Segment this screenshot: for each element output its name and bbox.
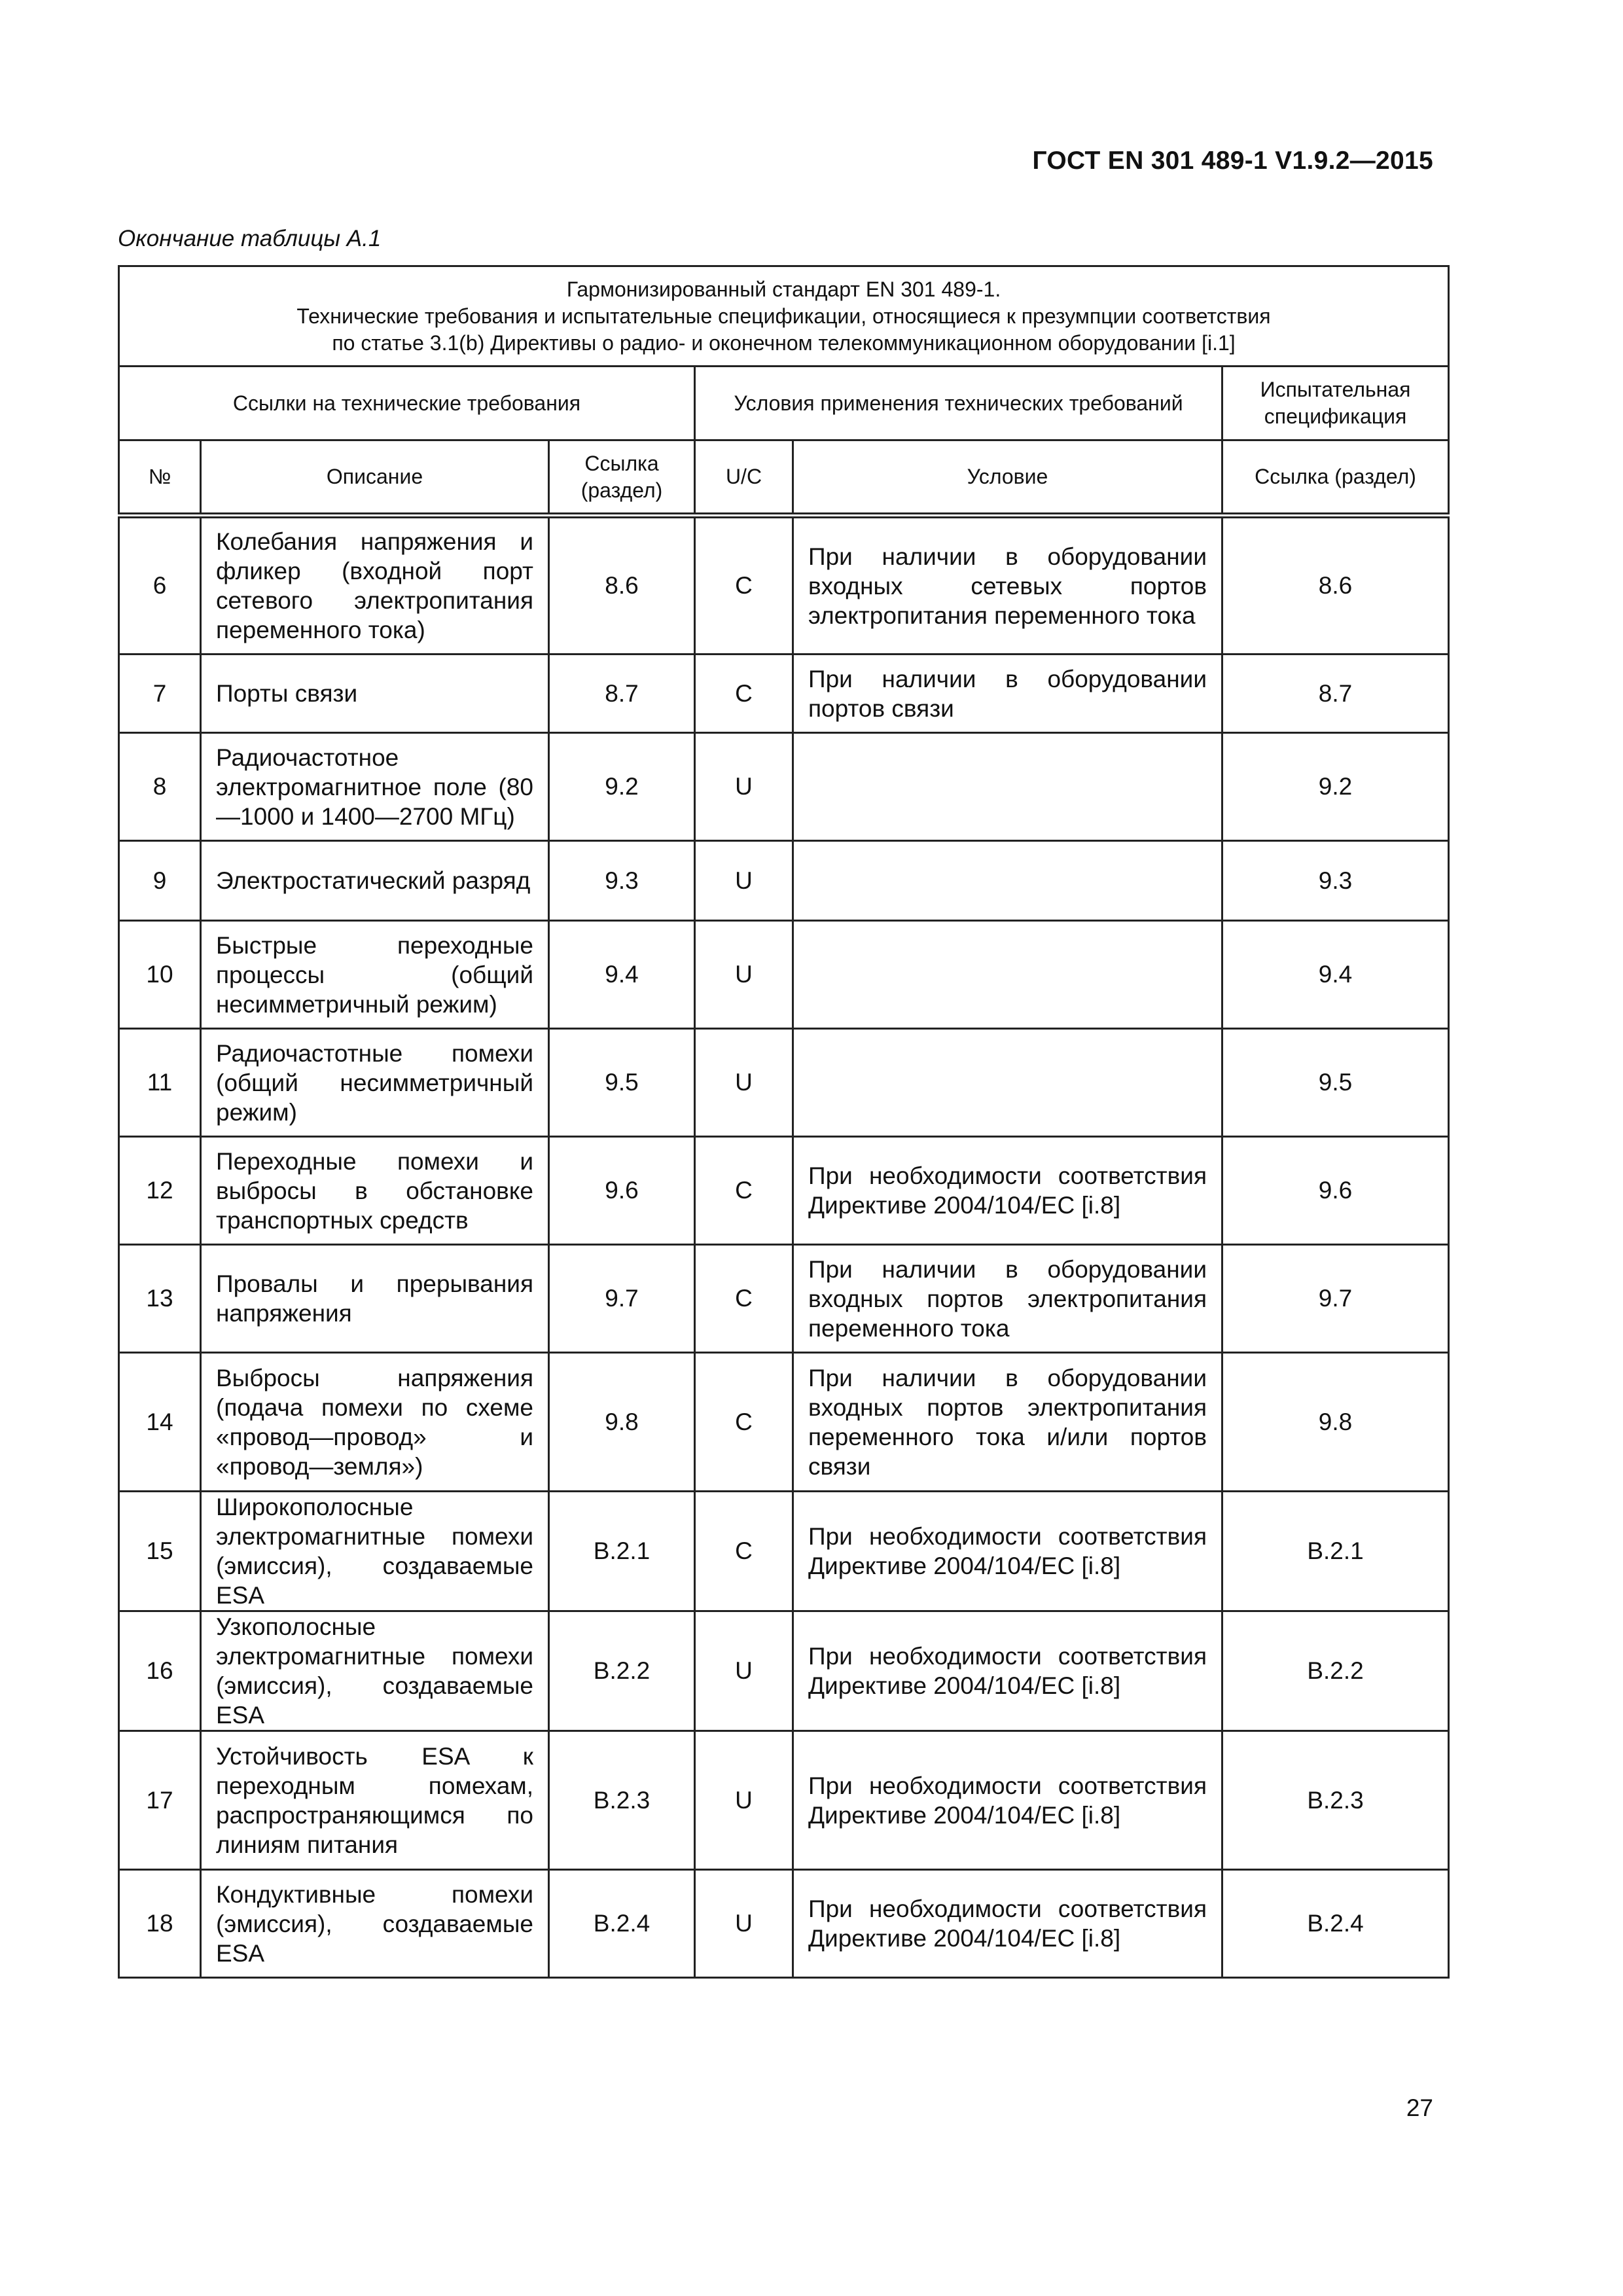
cell-ref: 9.2 — [549, 733, 695, 841]
cell-uc: U — [695, 1731, 793, 1870]
table-title-line-3: по статье 3.1(b) Директивы о радио- и оконечном телекоммуникационном оборудовании [i.1] — [332, 331, 1236, 355]
requirements-table — [118, 265, 1450, 1979]
cell-description: Узкополосные электромагнитные помехи (эмиссия), создаваемые ESA — [201, 1611, 549, 1731]
cell-description: Выбросы напряжения (подача помехи по схеме «провод—провод» и «провод—земля») — [201, 1353, 549, 1492]
table-row — [119, 655, 1449, 733]
cell-condition: При необходимости соответствия Директиве 2004/104/EC [i.8] — [793, 1870, 1222, 1978]
cell-description: Порты связи — [201, 655, 549, 733]
cell-condition: При необходимости соответствия Директиве 2004/104/EC [i.8] — [793, 1137, 1222, 1245]
cell-no: 16 — [119, 1611, 201, 1731]
cell-test-ref: В.2.1 — [1222, 1492, 1449, 1611]
cell-description: Быстрые переходные процессы (общий несимметричный режим) — [201, 921, 549, 1029]
table-row — [119, 1137, 1449, 1245]
cell-test-ref: 8.6 — [1222, 516, 1449, 655]
cell-uc: C — [695, 1245, 793, 1353]
cell-uc: C — [695, 516, 793, 655]
cell-no: 8 — [119, 733, 201, 841]
cell-ref: 9.8 — [549, 1353, 695, 1492]
cell-condition — [793, 1029, 1222, 1137]
cell-ref: 9.4 — [549, 921, 695, 1029]
cell-description: Широкополосные электромагнитные помехи (эмиссия), создаваемые ESA — [201, 1492, 549, 1611]
cell-ref: В.2.1 — [549, 1492, 695, 1611]
cell-ref: 8.6 — [549, 516, 695, 655]
cell-test-ref: 9.8 — [1222, 1353, 1449, 1492]
cell-test-ref: 9.3 — [1222, 841, 1449, 921]
cell-test-ref: 9.4 — [1222, 921, 1449, 1029]
table-row — [119, 1611, 1449, 1731]
cell-condition — [793, 841, 1222, 921]
cell-ref: 9.3 — [549, 841, 695, 921]
cell-description: Кондуктивные помехи (эмиссия), создаваемые ESA — [201, 1870, 549, 1978]
cell-no: 13 — [119, 1245, 201, 1353]
cell-uc: U — [695, 841, 793, 921]
group-header-test-spec: Испытательная спецификация — [1222, 367, 1449, 440]
cell-no: 9 — [119, 841, 201, 921]
cell-description: Колебания напряжения и фликер (входной порт сетевого электропитания переменного тока) — [201, 516, 549, 655]
cell-no: 10 — [119, 921, 201, 1029]
table-title-line-2: Технические требования и испытательные спецификации, относящиеся к презумпции соответствия — [296, 304, 1271, 328]
column-header-ref: Ссылка (раздел) — [549, 440, 695, 516]
table-title-line-1: Гармонизированный стандарт EN 301 489-1. — [566, 277, 1001, 301]
table-row — [119, 1731, 1449, 1870]
cell-uc: U — [695, 1029, 793, 1137]
cell-description: Электростатический разряд — [201, 841, 549, 921]
cell-test-ref: В.2.4 — [1222, 1870, 1449, 1978]
cell-description: Провалы и прерывания напряжения — [201, 1245, 549, 1353]
cell-uc: U — [695, 921, 793, 1029]
cell-condition — [793, 921, 1222, 1029]
cell-uc: C — [695, 1492, 793, 1611]
group-header-conditions: Условия применения технических требований — [695, 367, 1222, 440]
cell-no: 12 — [119, 1137, 201, 1245]
cell-uc: C — [695, 655, 793, 733]
cell-ref: 9.6 — [549, 1137, 695, 1245]
column-header-uc: U/C — [695, 440, 793, 516]
table-row — [119, 921, 1449, 1029]
table-row — [119, 1029, 1449, 1137]
cell-ref: В.2.3 — [549, 1731, 695, 1870]
column-header-condition: Условие — [793, 440, 1222, 516]
cell-no: 14 — [119, 1353, 201, 1492]
cell-condition: При наличии в оборудовании портов связи — [793, 655, 1222, 733]
group-header-tech-refs: Ссылки на технические требования — [119, 367, 695, 440]
cell-condition — [793, 733, 1222, 841]
table-row — [119, 516, 1449, 655]
cell-description: Переходные помехи и выбросы в обстановке транспортных средств — [201, 1137, 549, 1245]
cell-no: 7 — [119, 655, 201, 733]
cell-no: 6 — [119, 516, 201, 655]
cell-no: 15 — [119, 1492, 201, 1611]
table-body — [119, 516, 1449, 1978]
table-row — [119, 733, 1449, 841]
cell-ref: 8.7 — [549, 655, 695, 733]
cell-condition: При необходимости соответствия Директиве 2004/104/EC [i.8] — [793, 1611, 1222, 1731]
cell-test-ref: В.2.3 — [1222, 1731, 1449, 1870]
cell-no: 17 — [119, 1731, 201, 1870]
cell-uc: U — [695, 1870, 793, 1978]
document-id: ГОСТ EN 301 489-1 V1.9.2—2015 — [1032, 147, 1433, 175]
cell-uc: C — [695, 1137, 793, 1245]
group-header-row — [119, 367, 1449, 440]
column-header-no: № — [119, 440, 201, 516]
table-row — [119, 1245, 1449, 1353]
cell-condition: При необходимости соответствия Директиве 2004/104/EC [i.8] — [793, 1492, 1222, 1611]
page-number: 27 — [1406, 2094, 1433, 2121]
table-title — [119, 266, 1449, 367]
table-title-row — [119, 266, 1449, 367]
cell-condition: При необходимости соответствия Директиве 2004/104/EC [i.8] — [793, 1731, 1222, 1870]
cell-ref: В.2.4 — [549, 1870, 695, 1978]
table-row — [119, 1870, 1449, 1978]
cell-description: Радиочастотное электромагнитное поле (80—1000 и 1400—2700 МГц) — [201, 733, 549, 841]
column-header-description: Описание — [201, 440, 549, 516]
table-row — [119, 1353, 1449, 1492]
column-header-row — [119, 440, 1449, 516]
cell-condition: При наличии в оборудовании входных портов электропитания переменного тока — [793, 1245, 1222, 1353]
column-header-test-ref: Ссылка (раздел) — [1222, 440, 1449, 516]
cell-test-ref: В.2.2 — [1222, 1611, 1449, 1731]
cell-ref: 9.5 — [549, 1029, 695, 1137]
cell-condition: При наличии в оборудовании входных сетевых портов электропитания переменного тока — [793, 516, 1222, 655]
cell-uc: U — [695, 1611, 793, 1731]
table-caption: Окончание таблицы А.1 — [118, 226, 382, 251]
cell-ref: В.2.2 — [549, 1611, 695, 1731]
cell-ref: 9.7 — [549, 1245, 695, 1353]
table-row — [119, 841, 1449, 921]
cell-no: 11 — [119, 1029, 201, 1137]
cell-condition: При наличии в оборудовании входных портов электропитания переменного тока и/или портов связи — [793, 1353, 1222, 1492]
cell-test-ref: 9.7 — [1222, 1245, 1449, 1353]
cell-description: Радиочастотные помехи (общий несимметричный режим) — [201, 1029, 549, 1137]
cell-no: 18 — [119, 1870, 201, 1978]
cell-test-ref: 9.2 — [1222, 733, 1449, 841]
cell-uc: U — [695, 733, 793, 841]
cell-test-ref: 8.7 — [1222, 655, 1449, 733]
table-row — [119, 1492, 1449, 1611]
cell-uc: C — [695, 1353, 793, 1492]
cell-test-ref: 9.5 — [1222, 1029, 1449, 1137]
cell-description: Устойчивость ESA к переходным помехам, распространяющимся по линиям питания — [201, 1731, 549, 1870]
cell-test-ref: 9.6 — [1222, 1137, 1449, 1245]
